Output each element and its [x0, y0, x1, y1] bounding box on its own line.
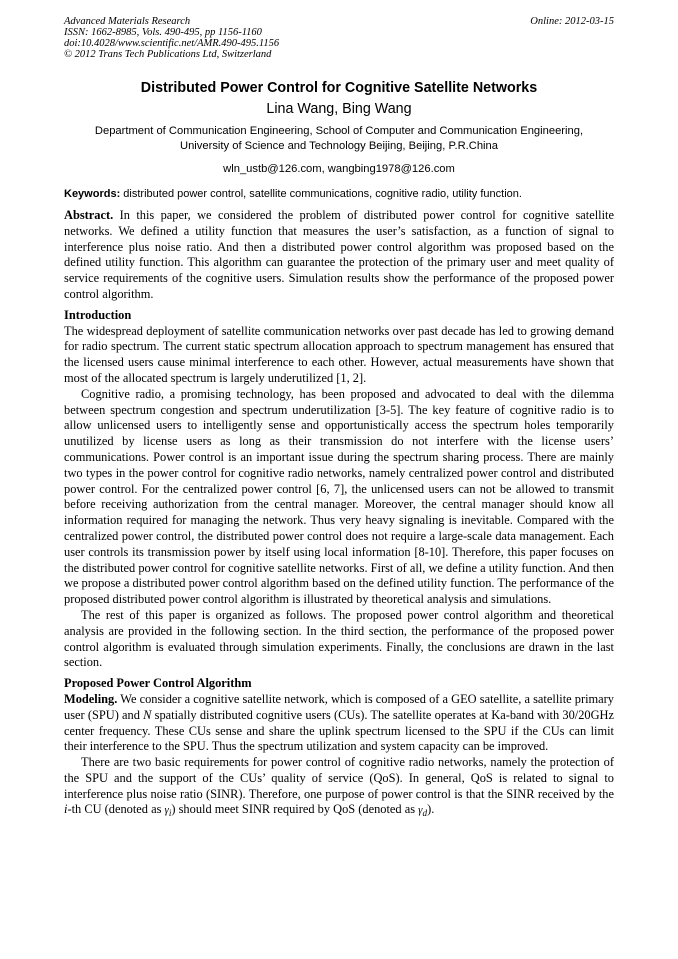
issn-line: ISSN: 1662-8985, Vols. 490-495, pp 1156-1160 — [64, 27, 262, 38]
modeling-paragraph — [64, 692, 614, 755]
journal-header — [64, 16, 614, 60]
req-text-b: -th CU (denoted as — [67, 802, 165, 817]
journal-name: Advanced Materials Research — [64, 16, 191, 27]
requirements-paragraph — [64, 755, 614, 822]
affiliation-line-2: University of Science and Technology Beijing, Beijing, P.R.China — [180, 140, 498, 152]
paper-authors: Lina Wang, Bing Wang — [266, 101, 412, 117]
gamma-i-base: γ — [164, 804, 169, 817]
modeling-label: Modeling. — [64, 691, 118, 706]
affiliation — [64, 124, 614, 154]
intro-paragraph-3: The rest of this paper is organized as follows. The proposed power control algorithm and theoretical analysis are provided in the following section. In the third section, the performance of the proposed power control algorithm is evaluated through simulation experiments. Finally, the conclusions are drawn in the last section. — [64, 607, 614, 670]
intro-paragraph-2: Cognitive radio, a promising technology, has been proposed and advocated to deal with the dilemma between spectrum congestion and spectrum underutilization [3-5]. The key feature of cognitive radio is to allow unlicensed users to intelligently sense and opportunistically access the spectrum holes temporarily unutilized by license users as long as their transmission do not interfere with the license users’ communications. Power control is an important issue during the spectrum sharing process. There are mainly two types in the power control for cognitive radio networks, namely centralized power control and distributed power control. For the centralized power control [6, 7], the unlicensed users can not be allowed to transmit before receiving authorization from the central manager. Moreover, the central manager should know all information required for managing the network. Thus very heavy signaling is inevitable. Compared with the centralized power control, the distributed power control does not require a large-scale data management. Each user controls its transmission power by itself using local information [8-10]. Therefore, this paper focuses on the distributed power control for cognitive satellite networks. First of all, we define a utility function. And then we propose a distributed power control algorithm based on the defined utility function. The performance of the proposed distributed power control algorithm is illustrated by theoretical analysis and simulations. — [64, 386, 614, 607]
intro-paragraph-1: The widespread deployment of satellite communication networks over past decade has led to growing demand for radio spectrum. The current static spectrum allocation approach to spectrum management has ensured that the licensed users cause minimal interference to each other. However, actual measurements have shown that most of the allocated spectrum is largely underutilized [1, 2]. — [64, 323, 614, 385]
variable-n: N — [143, 707, 152, 722]
paper-page — [64, 16, 614, 822]
abstract-label: Abstract. — [64, 208, 114, 222]
doi-line: doi:10.4028/www.scientific.net/AMR.490-495.1156 — [64, 38, 280, 49]
section-heading-introduction: Introduction — [64, 307, 132, 322]
keywords-text: distributed power control, satellite communications, cognitive radio, utility function. — [120, 188, 522, 200]
introduction-body — [64, 324, 614, 672]
keywords — [64, 187, 614, 201]
paper-title: Distributed Power Control for Cognitive Satellite Networks — [140, 80, 538, 96]
abstract-text: In this paper, we considered the problem of distributed power control for cognitive satellite networks. We defined a utility function that measures the user’s satisfaction, as a function of signal to interference plus noise ratio. And then a distributed power control algorithm was proposed based on the defined utility function. This algorithm can guarantee the protection of the primary user and meet quality of service requirements of the cognitive users. Simulation results show the performance of the proposed power control algorithm. — [64, 208, 614, 301]
variable-i: i — [64, 802, 68, 817]
section-heading-algorithm: Proposed Power Control Algorithm — [64, 676, 252, 691]
online-date: Online: 2012-03-15 — [530, 16, 614, 27]
copyright-line: © 2012 Trans Tech Publications Ltd, Switzerland — [64, 49, 272, 60]
modeling-text-a: We consider a cognitive satellite network, which is composed of a GEO satellite, a satellite primary user (SPU) and — [64, 691, 614, 722]
req-text-a: There are two basic requirements for power control of cognitive radio networks, namely the protection of the SPU and the support of the CUs’ quality of service (QoS). In general, QoS is related to signal to interference plus noise ratio (SINR). Therefore, one purpose of power control is that the SINR received by the — [64, 755, 614, 801]
req-text-c: ) should meet SINR required by QoS (denoted as — [171, 802, 419, 817]
gamma-d-base: γ — [418, 804, 423, 817]
affiliation-line-1: Department of Communication Engineering, School of Computer and Communication Engineering, — [94, 125, 584, 137]
req-text-d: ). — [427, 802, 435, 817]
gamma-d-subscript: d — [422, 808, 428, 819]
modeling-text-b: spatially distributed cognitive users (CUs). The satellite operates at Ka-band with 30/20GHz center frequency. These CUs sense and share the uplink spectrum licensed to the SPU if the CUs can limit their interference to the SPU. Thus the spectrum utilization and system capacity can be improved. — [64, 707, 614, 754]
author-emails: wln_ustb@126.com, wangbing1978@126.com — [223, 163, 455, 175]
gamma-d-symbol — [418, 804, 428, 819]
abstract — [64, 208, 614, 303]
gamma-i-subscript: i — [168, 808, 172, 819]
algorithm-body — [64, 692, 614, 823]
keywords-label: Keywords: — [64, 188, 121, 200]
